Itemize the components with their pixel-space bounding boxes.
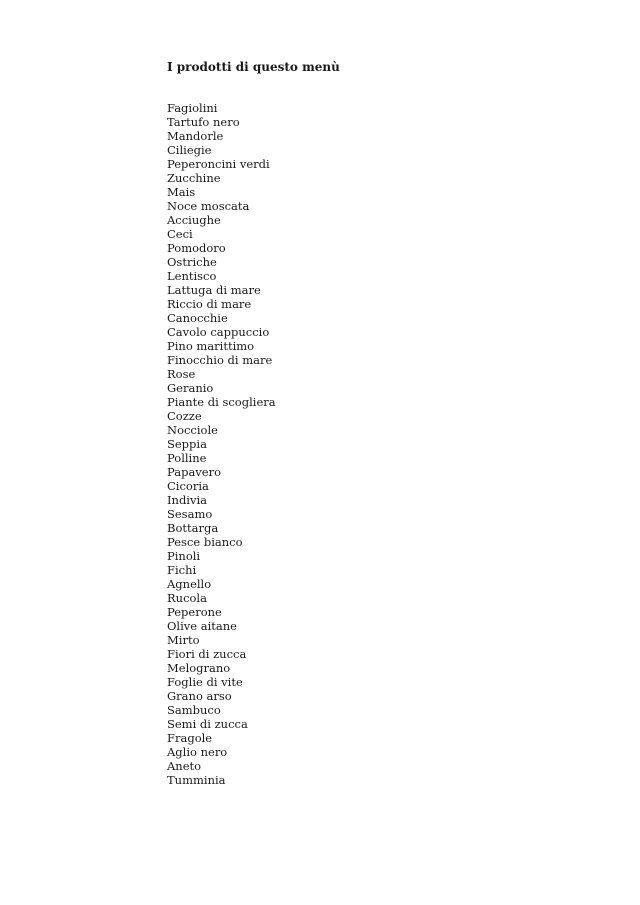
list-item: Agnello	[167, 577, 212, 591]
list-item: Zucchine	[167, 171, 221, 185]
list-item: Mais	[167, 185, 196, 199]
page-title: I prodotti di questo menù	[167, 60, 340, 74]
list-item: Mirto	[167, 633, 200, 647]
list-item: Tumminia	[167, 773, 226, 787]
list-item: Piante di scogliera	[167, 395, 276, 409]
list-item: Nocciole	[167, 423, 218, 437]
list-item: Rucola	[167, 591, 207, 605]
list-item: Semi di zucca	[167, 717, 248, 731]
list-item: Ciliegie	[167, 143, 212, 157]
list-item: Seppia	[167, 437, 207, 451]
list-item: Finocchio di mare	[167, 353, 273, 367]
list-item: Papavero	[167, 465, 222, 479]
list-item: Geranio	[167, 381, 214, 395]
list-item: Bottarga	[167, 521, 219, 535]
list-item: Acciughe	[167, 213, 221, 227]
list-item: Pinoli	[167, 549, 201, 563]
list-item: Fagiolini	[167, 101, 218, 115]
list-item: Pino marittimo	[167, 339, 255, 353]
list-item: Cicoria	[167, 479, 209, 493]
list-item: Aglio nero	[167, 745, 228, 759]
list-item: Cozze	[167, 409, 202, 423]
list-item: Polline	[167, 451, 207, 465]
list-item: Peperone	[167, 605, 222, 619]
list-item: Rose	[167, 367, 196, 381]
list-item: Pomodoro	[167, 241, 226, 255]
list-item: Lentisco	[167, 269, 217, 283]
list-item: Foglie di vite	[167, 675, 243, 689]
list-item: Mandorle	[167, 129, 224, 143]
list-item: Cavolo cappuccio	[167, 325, 270, 339]
list-item: Ostriche	[167, 255, 217, 269]
list-item: Canocchie	[167, 311, 228, 325]
list-item: Aneto	[167, 759, 202, 773]
list-item: Tartufo nero	[167, 115, 240, 129]
list-item: Grano arso	[167, 689, 232, 703]
list-item: Sesamo	[167, 507, 213, 521]
list-item: Peperoncini verdi	[167, 157, 270, 171]
list-item: Indivia	[167, 493, 208, 507]
list-item: Fragole	[167, 731, 213, 745]
list-item: Pesce bianco	[167, 535, 243, 549]
list-item: Fiori di zucca	[167, 647, 247, 661]
list-item: Lattuga di mare	[167, 283, 261, 297]
list-item: Sambuco	[167, 703, 221, 717]
list-item: Riccio di mare	[167, 297, 252, 311]
list-item: Melograno	[167, 661, 231, 675]
product-list	[167, 101, 276, 787]
list-item: Olive aitane	[167, 619, 237, 633]
list-item: Noce moscata	[167, 199, 250, 213]
list-item: Fichi	[167, 563, 197, 577]
list-item: Ceci	[167, 227, 193, 241]
